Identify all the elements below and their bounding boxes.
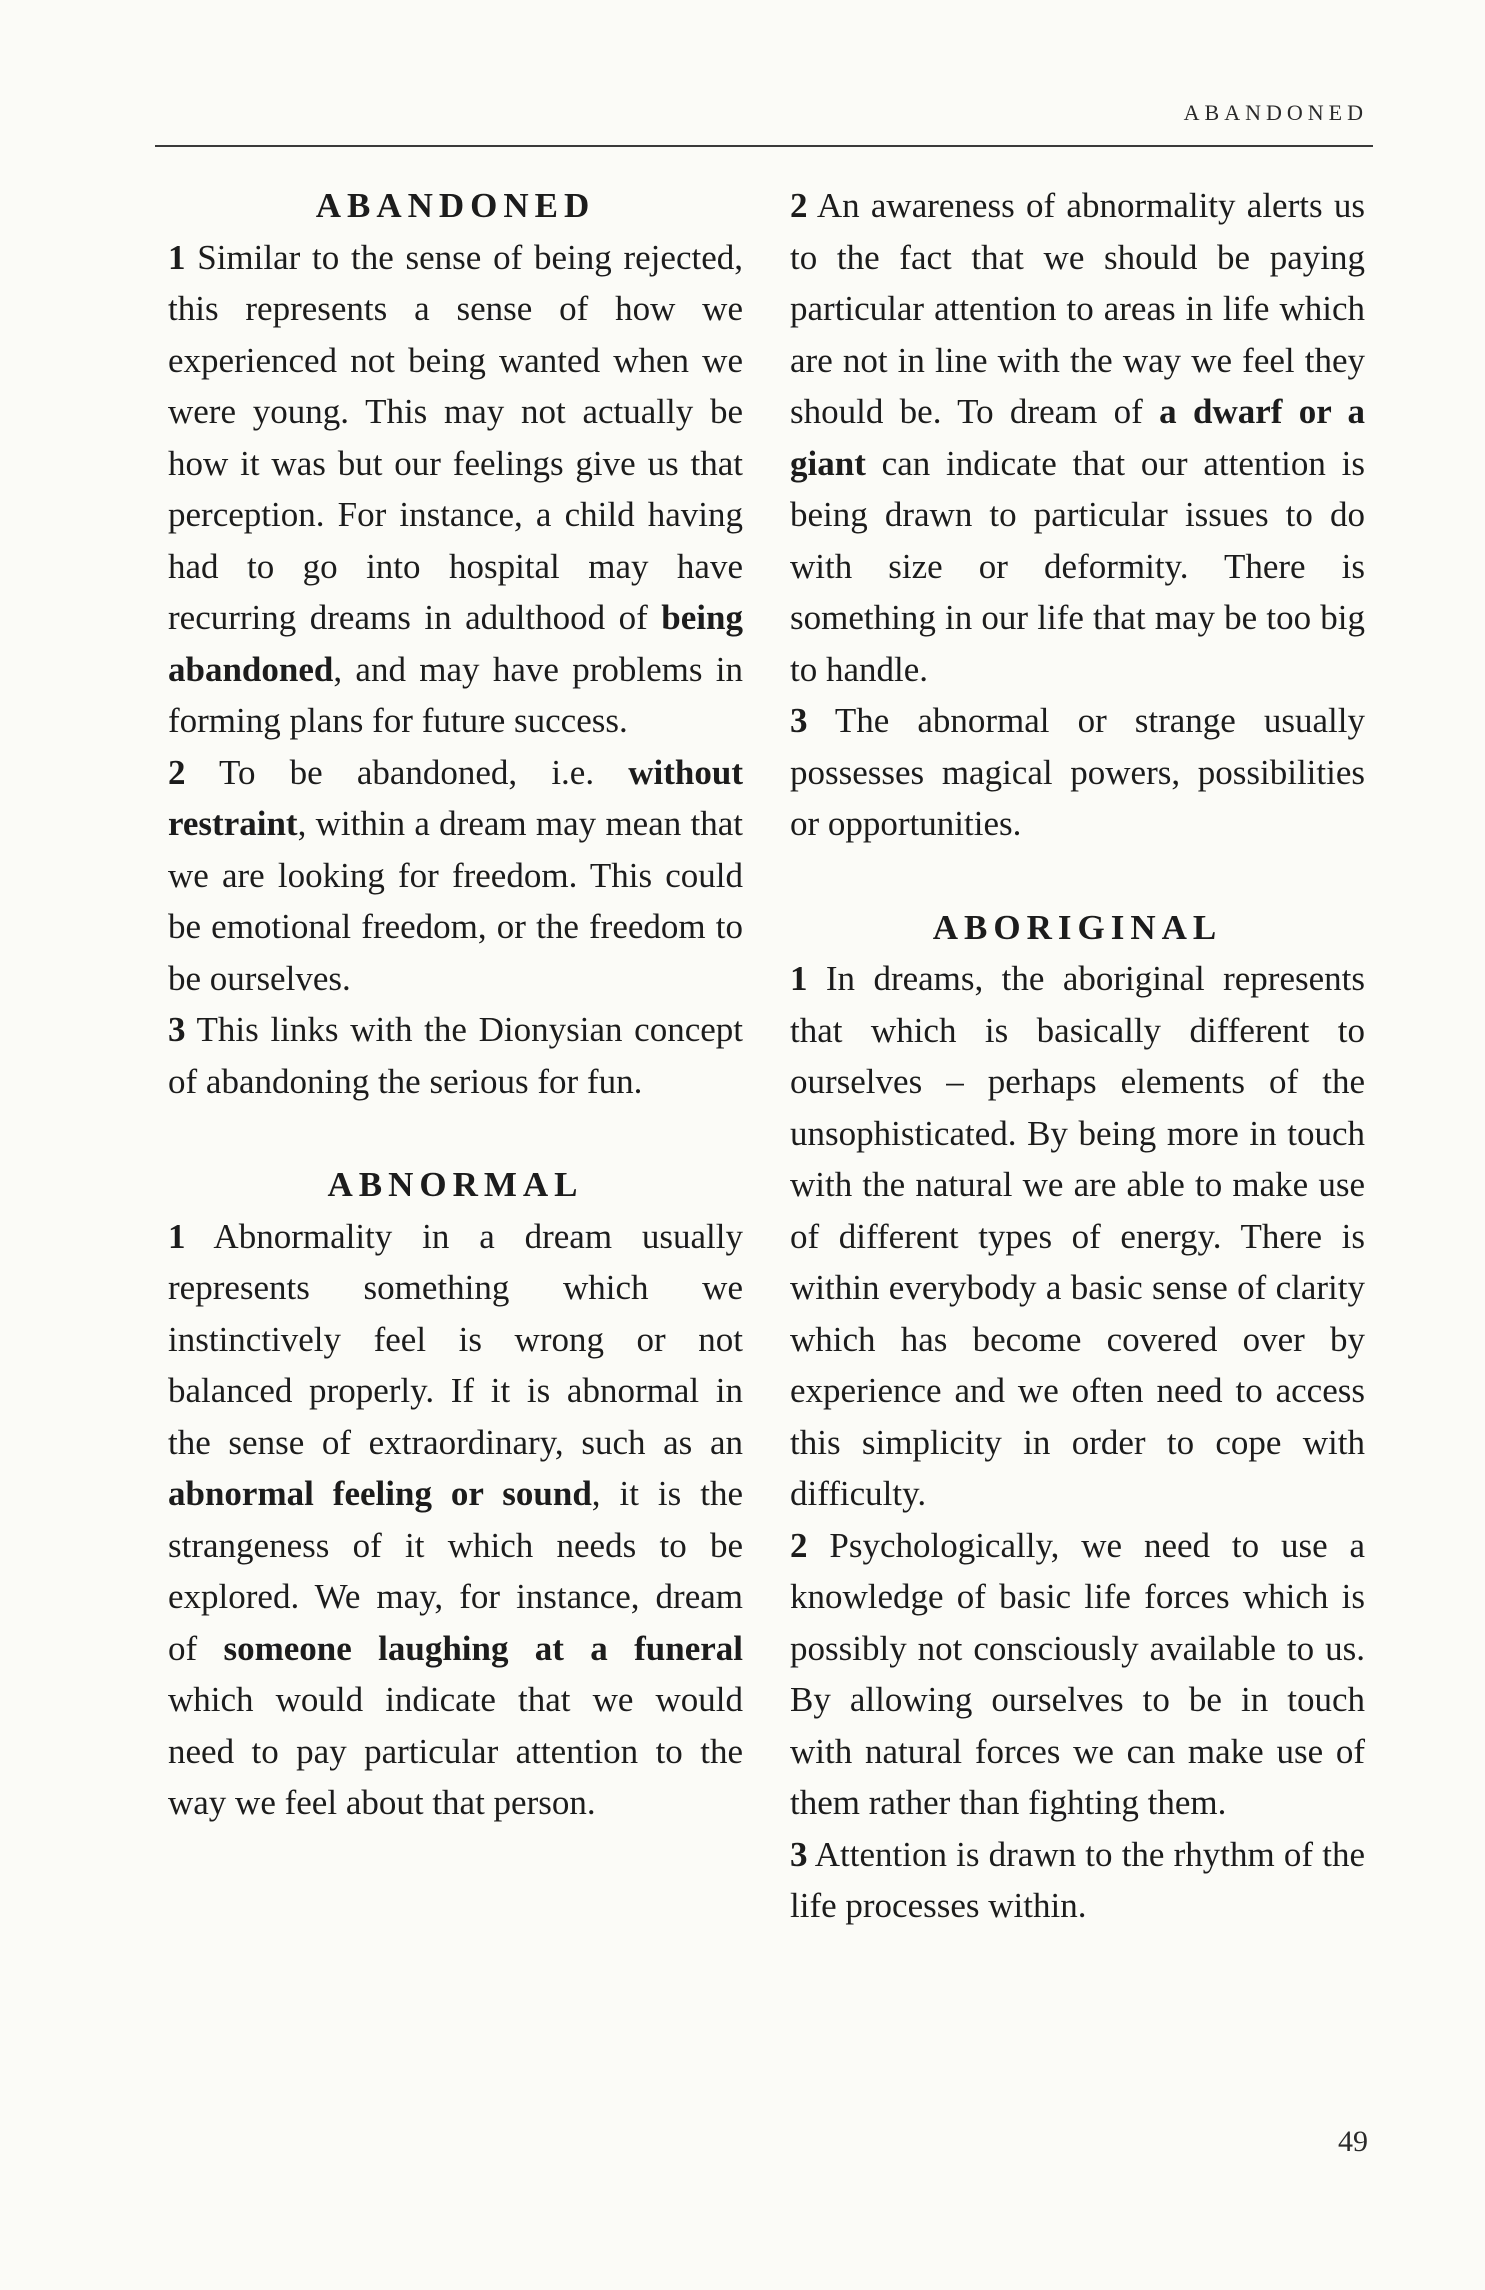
paragraph-number: 2 xyxy=(168,752,186,792)
left-column xyxy=(168,180,743,1829)
aboriginal-paragraph-3 xyxy=(790,1829,1365,1932)
abnormal-paragraph-2 xyxy=(790,180,1365,695)
abandoned-paragraph-3 xyxy=(168,1004,743,1107)
paragraph-text: , it is the strangeness of it which needs to be explored. We may, for instance, dream of xyxy=(168,1474,743,1668)
entry-heading-aboriginal: ABORIGINAL xyxy=(932,907,1223,947)
page-number: 49 xyxy=(1338,2125,1368,2158)
aboriginal-paragraph-1 xyxy=(790,953,1365,1520)
abnormal-paragraph-3 xyxy=(790,695,1365,850)
keyword: someone laughing at a funeral xyxy=(223,1628,743,1668)
paragraph-text: , within a dream may mean that we are looking for freedom. This could be emotional freedom, or the freedom to be ourselves. xyxy=(168,804,743,998)
entry-heading-abnormal: ABNORMAL xyxy=(327,1165,584,1204)
right-column xyxy=(790,180,1365,1932)
entry-heading-abandoned: ABANDONED xyxy=(315,186,596,225)
paragraph-text: , and may have problems in forming plans for future success. xyxy=(168,649,743,740)
header-rule xyxy=(155,145,1373,147)
paragraph-number: 1 xyxy=(168,1216,186,1256)
paragraph-text: This links with the Dionysian concept of abandoning the serious for fun. xyxy=(168,1010,743,1101)
paragraph-text: can indicate that our attention is being drawn to particular issues to do with size or deformity. There is something in our life that may be too big to handle. xyxy=(790,443,1365,689)
paragraph-text: Psychologically, we need to use a knowledge of basic life forces which is possibly not consciously available to us. By allowing ourselves to be in touch with natural forces we can make use of them rather than fighting them. xyxy=(790,1525,1365,1822)
paragraph-number: 3 xyxy=(168,1010,186,1049)
paragraph-number: 3 xyxy=(790,1834,808,1874)
paragraph-text: Similar to the sense of being rejected, this represents a sense of how we experienced not being wanted when we were young. This may not actually be how it was but our feelings give us that perception. For instance, a child having had to go into hospital may have recurring dreams in adulthood of xyxy=(168,237,743,637)
paragraph-number: 3 xyxy=(790,701,808,740)
keyword: without restraint xyxy=(168,752,743,843)
keyword: being abandoned xyxy=(168,598,743,689)
running-head: ABANDONED xyxy=(1183,100,1368,125)
paragraph-text: An awareness of abnormality alerts us to the fact that we should be paying particular attention to areas in life which are not in line with the way we feel they should be. To dream of xyxy=(790,186,1365,431)
paragraph-number: 1 xyxy=(790,959,808,998)
paragraph-number: 1 xyxy=(168,237,186,277)
paragraph-text: Attention is drawn to the rhythm of the life processes within. xyxy=(790,1834,1365,1925)
paragraph-number: 2 xyxy=(790,1525,808,1565)
paragraph-text: The abnormal or strange usually possesses magical powers, possibilities or opportunities. xyxy=(790,701,1365,843)
keyword: abnormal feeling or sound xyxy=(168,1474,592,1513)
abandoned-paragraph-2 xyxy=(168,747,743,1005)
paragraph-text: To be abandoned, i.e. xyxy=(185,752,629,792)
paragraph-text: which would indicate that we would need to pay particular attention to the way we feel about that person. xyxy=(168,1680,743,1822)
abandoned-paragraph-1 xyxy=(168,232,743,747)
paragraph-text: In dreams, the aboriginal represents that which is basically different to ourselves – perhaps elements of the unsophisticated. By being more in touch with the natural we are able to make use of different types of energy. There is within everybody a basic sense of clarity which has become covered over by experience and we often need to access this simplicity in order to cope with difficulty. xyxy=(790,959,1365,1513)
abnormal-paragraph-1 xyxy=(168,1211,743,1829)
paragraph-text: Abnormality in a dream usually represents something which we instinctively feel is wrong or not balanced properly. If it is abnormal in the sense of extraordinary, such as an xyxy=(168,1216,743,1462)
paragraph-number: 2 xyxy=(790,186,808,225)
keyword: a dwarf or a giant xyxy=(790,392,1365,483)
aboriginal-paragraph-2 xyxy=(790,1520,1365,1829)
